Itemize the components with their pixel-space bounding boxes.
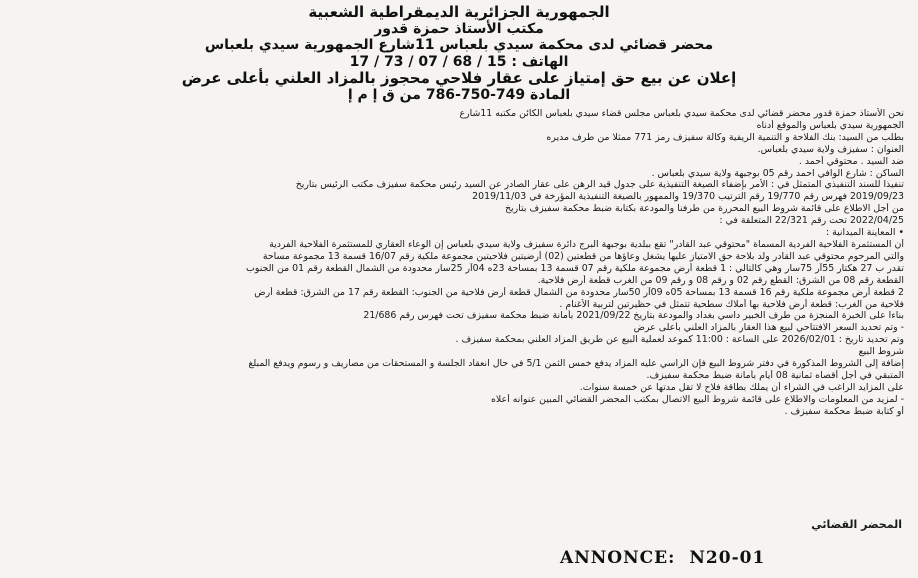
bailiff-address: محضر قضائي لدى محكمة سيدي بلعباس 11شارع الجمهورية سيدي بلعباس xyxy=(204,37,714,53)
body-line: نحن الأستاذ حمزة قدور محضر قضائي لدى محكمة سيدي بلعباس مجلس قضاء سيدي بلعباس الكائن مكتبه 11شارع xyxy=(459,108,904,119)
notice-footer xyxy=(0,518,918,578)
annonce-number xyxy=(560,548,779,568)
body-line: بناءا على الخبرة المنجزة من طرف الخبير داسي بغداد والمودعة بتاريخ 2021/09/22 بأمانة ضبط محكمة سفيزف تحت فهرس رقم 21/686 xyxy=(363,310,904,322)
notice-header xyxy=(14,4,904,103)
body-line: وتم تحديد تاريخ : 2026/02/01 على الساعة : 11:00 كموعد لعملية البيع عن طريق المزاد العلني بمحكمة سفيزف . xyxy=(455,334,904,346)
body-line: الساكن : شارع الوافي احمد رقم 05 بوجبهة ولاية سيدي بلعباس . xyxy=(651,167,904,179)
republic-title: الجمهورية الجزائرية الديمقراطية الشعبية xyxy=(308,3,610,21)
body-line: 2 قطعة أرض مجموعة ملكية رقم 16 قسمة 13 بمساحة 05ه 09آر 50سار محدودة من الشمال قطعة أرض فلاحية من الجنوب: القطعة رقم 17 من الشرق: قطعة أرض xyxy=(254,286,904,298)
body-line: تنفيذا للسند التنفيذي المتمثل في : الأمر بإضفاء الصيغة التنفيذية على جدول قيد الرهن على عقار الصادر عن السيد رئيس محكمة سفيزف مكتب الرئيس بتاريخ xyxy=(295,179,904,191)
body-line: فلاحية من الغرب: قطعة أرض فلاحية بها أملاك سطحية تتمثل في حظيرتين لتربية الأغنام . xyxy=(559,298,904,310)
body-line: شروط البيع xyxy=(858,346,904,358)
office-title: مكتب الأستاذ حمزة قدور xyxy=(374,20,544,37)
body-line: إضافة إلى الشروط المذكورة في دفتر شروط البيع فإن الراسي عليه المزاد يدفع خمس الثمن 5/1 في حال انعقاد الجلسة و المستحقات من مصاريف و رسوم ويدفع المبلغ xyxy=(248,358,904,370)
body-line: • المعاينة الميدانية : xyxy=(825,227,904,239)
body-line: أن المستثمرة الفلاحية الفردية المسماة "محتوقي عبد القادر" تقع ببلدية بوجبهة البرج دائرة سفيزف ولاية سيدي بلعباس إن الوعاء العقاري للمستثمرة الفلاحية الفردية xyxy=(269,238,904,250)
body-line: على المزايد الراغب في الشراء أن يملك بطاقة فلاح لا تقل مدتها عن خمسة سنوات. xyxy=(579,381,904,393)
annonce-id: N20-01 xyxy=(689,548,766,568)
body-line: القطعة رقم 08 من الشرق: القطع رقم 02 و رقم 08 و رقم 09 من الغرب قطعة أرض فلاحية. xyxy=(537,274,904,286)
notice-title: إعلان عن بيع حق إمتياز على عقار فلاحي محجوز بالمزاد العلني بأعلى عرض xyxy=(181,69,737,87)
bailiff-signature: المحضر القضائي xyxy=(811,518,902,531)
body-line: - لمزيد من المعلومات والاطلاع على قائمة شروط البيع الاتصال بمكتب المحضر القضائي المبين عنوانه أعلاه xyxy=(491,393,904,405)
legal-articles: المادة 749-750-786 من ق إ م إ xyxy=(347,86,571,103)
annonce-label: ANNONCE: xyxy=(560,548,676,568)
body-line: ضد السيد . محتوقي أحمد . xyxy=(798,155,904,167)
body-line: العنوان : سفيزف ولاية سيدي بلعباس. xyxy=(757,143,904,155)
body-line: 2019/09/23 فهرس رقم 19/770 رقم الترتيب 19/370 والممهور بالصيغة التنفيذية المؤرخة في 2019/11/03 xyxy=(472,191,904,203)
body-line: تقدر ب 27 هكتار 55آر 75سار وهي كالتالي : 1 قطعة أرض مجموعة ملكية رقم 07 قسمة 13 بمساحة 23ه 04آر 25سار محدودة من الشمال القطعة رقم 01 من الجنوب xyxy=(246,262,904,274)
body-line: أو كتابة ضبط محكمة سفيزف . xyxy=(784,405,904,417)
notice-body xyxy=(14,108,904,418)
body-line: 2022/04/25 تحت رقم 22/321 المتعلقة في : xyxy=(719,215,904,227)
body-line: من أجل الاطلاع على قائمة شروط البيع المحررة من طرفنا والمودعة بكتابة ضبط محكمة سفيزف بتاريخ xyxy=(504,203,904,215)
body-line: - وتم تحديد السعر الافتتاحي لبيع هذا العقار بالمزاد العلني بأعلى عرض xyxy=(633,322,904,334)
phone-line: الهاتف : 15 / 68 / 07 / 73 / 17 xyxy=(349,53,569,70)
body-line: الجمهورية سيدي بلعباس والموقع أدناه xyxy=(756,119,904,131)
body-line: بطلب من السيد: بنك الفلاحة و التنمية الريفية وكالة سفيزف رمز 771 ممثلا من طرف مديره xyxy=(546,131,904,143)
body-line: والتي المرحوم محتوقي عبد القادر ولد بلاحة حق الامتياز عليها يشغل وعاؤها من قطعتين (02) أرضيتين فلاحيتين مجموعة ملكية رقم 16/07 قسمة 13 مجموعة مساحة xyxy=(262,250,904,262)
body-line: المتبقي في أجل أقصاه ثمانية 08 أيام بأمانة ضبط محكمة سفيزف. xyxy=(646,369,904,381)
